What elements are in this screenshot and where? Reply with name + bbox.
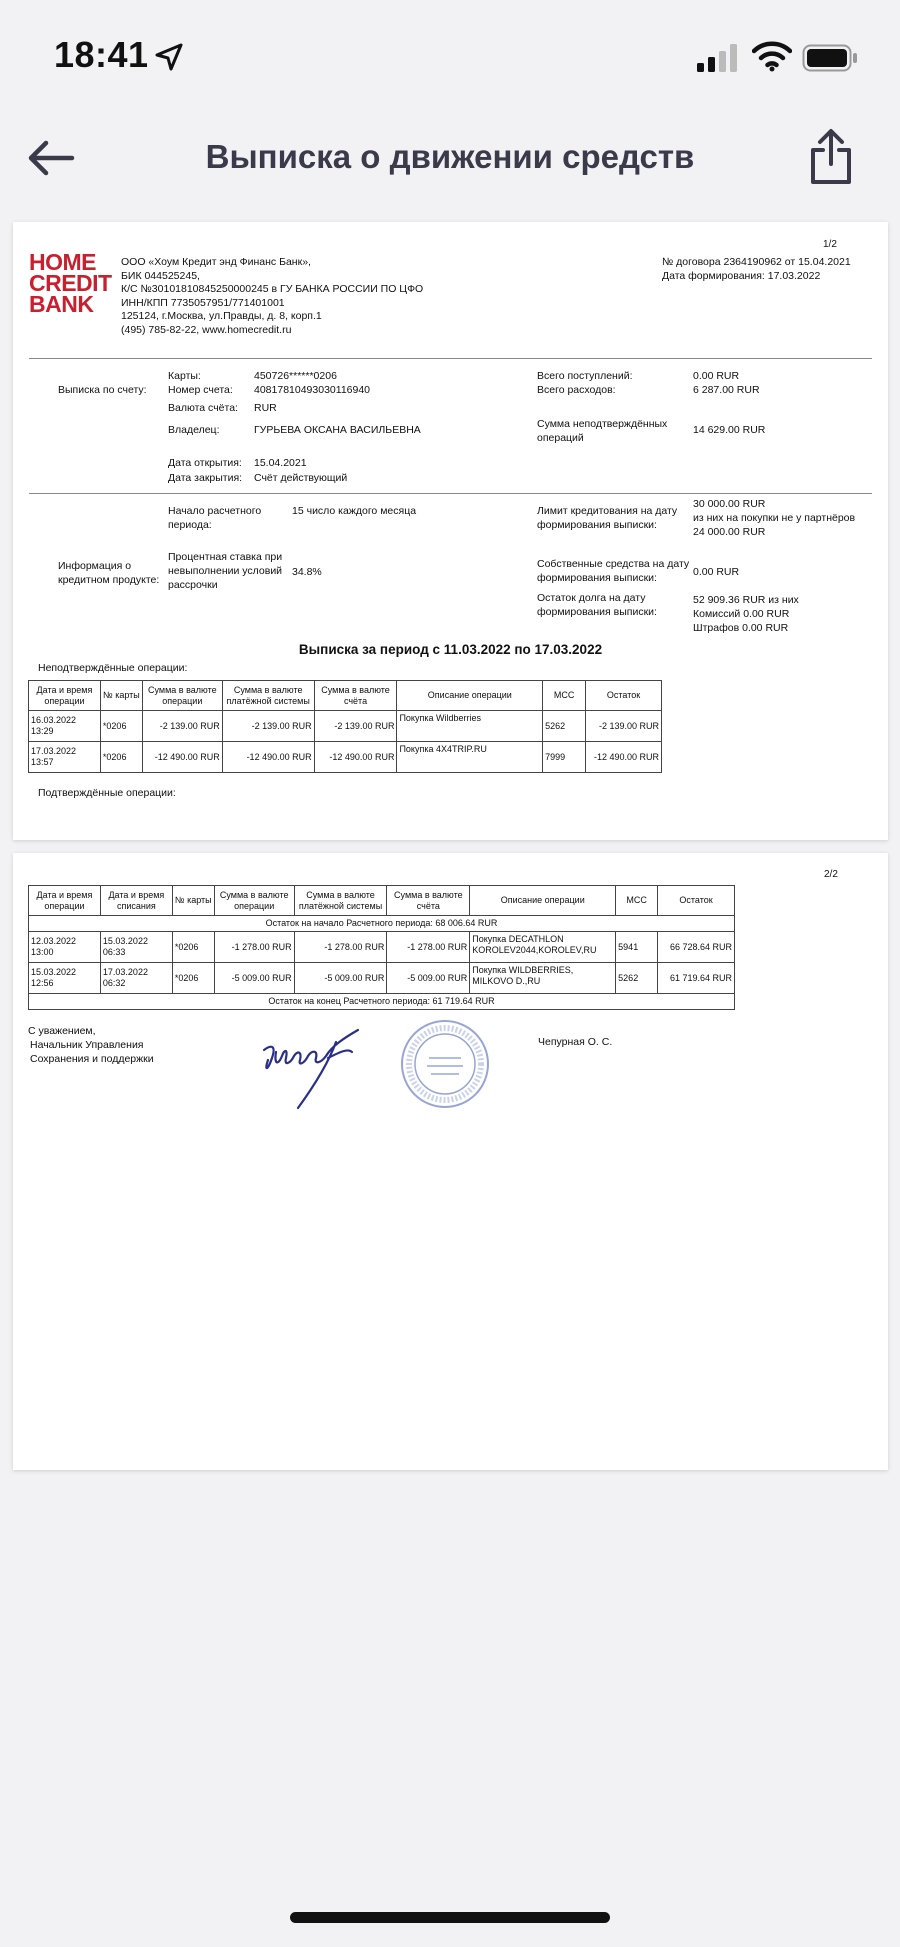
cards-value: 450726******0206 [254,370,337,382]
signatory-name: Чепурная О. С. [538,1036,613,1048]
account-number-value: 40817810493030116940 [254,384,371,396]
battery-icon [802,44,858,72]
owner-label: Владелец: [168,424,220,436]
table-header: Остаток [586,681,662,711]
table-header: Сумма в валюте платёжной системы [222,681,314,711]
home-indicator[interactable] [290,1912,610,1923]
rate-label-2: невыполнении условий [168,565,283,577]
own-funds-label: Собственные средства на дату [537,558,690,570]
home-credit-logo: HOME CREDIT BANK [29,249,112,317]
table-header: № карты [100,681,142,711]
own-funds-value: 0.00 RUR [693,566,740,578]
statement-page-1[interactable]: 1/2 HOME CREDIT BANK ООО «Хоум Кредит энд Финанс Банк», БИК 044525245, К/С №30101810845250000245 в ГУ БАНКА РОССИИ ПО ЦФО ИНН/КПП 7735057951/771401001 125124, г.Москва, ул.Правды, д. 8, корп.1 (495) 785-82-22, www.homecredit.ru № договора 2364190962 от 15.04.2021 Дата формирования: 17.03.2022 Выписка по счету: Карты: 450726******0206 Номер счета: 40817810493030116940 Валюта счёта: RUR Владелец: ГУРЬЕВА ОКСАНА ВАСИЛЬЕВНА Дата открытия: 15.04.2021 Дата закрытия: Счёт действующий Всего поступлений: 0.00 RUR Всего расходов: 6 287.00 RUR Сумма неподтверждённых операций 14 629.00 RUR Информация о кредитном продукте: Начало расчетного периода: 15 число каждого месяца Процентная ставка при невыполнении условий рассрочки 34.8% Лимит кредитования на дату формирования выписки: 30 000.00 RUR из них на покупки не у партнёров 24 000.00 RUR Собственные средства на дату формирования выписки: 0.00 RUR Остаток долга на дату формирования выписки: 52 909.36 RUR из них Комиссий 0.00 RUR Штрафов 0.00 RUR Выписка за период с 11.03.2022 по 17.03.2022 Неподтверждённые операции: Дата и время операции № карты Сумма в валюте операции Сумма в валюте платёжной системы Сумма в валюте счёта Описание операции MCC Остаток 16.03.2022 13:29 *0206 -2 139.00 RUR -2 139.00 RUR -2 139.00 RUR Покупка Wildberries 5262 -2 139.00 RUR 17.03.2022 13:57 *0206 -12 490.00 RUR -12 490.00 RUR -12 490.00 RUR Покупка 4X4TRIP.RU 7999 -12 490.00 RUR Подтверждённые операции: [13,222,888,840]
status-time: 18:41 [54,34,149,75]
formation-date: Дата формирования: 17.03.2022 [662,269,821,282]
table-header: Дата и время списания [100,886,172,916]
currency-value: RUR [254,402,277,414]
limit-label: Лимит кредитования на дату [537,505,678,517]
limit-label-2: формирования выписки: [537,519,657,531]
debt-penalties: Штрафов 0.00 RUR [693,622,789,634]
table-row: 15.03.2022 12:56 17.03.2022 06:32 *0206 -5 009.00 RUR -5 009.00 RUR -5 009.00 RUR Покупка WILDBERRIES, MILKOVO D.,RU 5262 61 719.64 RUR [29,963,735,994]
cellular-signal-icon [697,44,739,72]
credit-section-label: Информация о [58,560,132,572]
table-header: Сумма в валюте счёта [314,681,397,711]
period-label: Начало расчетного [168,505,262,517]
table-row: 17.03.2022 13:57 *0206 -12 490.00 RUR -12 490.00 RUR -12 490.00 RUR Покупка 4X4TRIP.RU 7999 -12 490.00 RUR [29,742,662,773]
confirmed-operations-table [28,885,735,1010]
divider [29,493,872,494]
contract-number: № договора 2364190962 от 15.04.2021 [662,256,851,268]
opened-label: Дата открытия: [168,457,242,469]
table-row: 12.03.2022 13:00 15.03.2022 06:33 *0206 -1 278.00 RUR -1 278.00 RUR -1 278.00 RUR Покупка DECATHLON KOROLEV2044,KOROLEV,RU 5941 66 728.64 RUR [29,932,735,963]
income-value: 0.00 RUR [693,370,740,382]
table-header: Дата и время операции [29,886,101,916]
opening-balance-row: Остаток на начало Расчетного периода: 68 006.64 RUR [29,916,735,932]
period-label-2: периода: [168,519,212,531]
expense-value: 6 287.00 RUR [693,384,760,396]
account-section-label: Выписка по счету: [58,384,147,396]
table-header: № карты [172,886,214,916]
page-number: 2/2 [824,869,838,880]
unconfirmed-sum-label: Сумма неподтверждённых [537,418,668,430]
opened-value: 15.04.2021 [254,457,307,469]
divider [29,358,872,359]
table-header: Остаток [658,886,735,916]
signature-line-1: С уважением, [28,1025,96,1037]
handwritten-signature [258,1028,378,1113]
table-header: Дата и время операции [29,681,101,711]
table-row: 16.03.2022 13:29 *0206 -2 139.00 RUR -2 139.00 RUR -2 139.00 RUR Покупка Wildberries 5262 -2 139.00 RUR [29,711,662,742]
debt-label-2: формирования выписки: [537,606,657,618]
table-header: Сумма в валюте счёта [387,886,470,916]
limit-value: 30 000.00 RUR [693,498,766,510]
statement-page-2[interactable] [13,853,888,1470]
rate-label-3: рассрочки [168,579,218,591]
confirmed-title: Подтверждённые операции: [38,787,176,799]
unconfirmed-title: Неподтверждённые операции: [38,662,188,674]
account-number-label: Номер счета: [168,384,233,396]
location-arrow-icon [154,42,184,72]
table-header: MCC [616,886,658,916]
limit-value-3: 24 000.00 RUR [693,526,766,538]
table-header: Сумма в валюте операции [214,886,294,916]
closing-balance-row: Остаток на конец Расчетного периода: 61 719.64 RUR [29,994,735,1010]
bank-seal-stamp [399,1018,491,1110]
unconfirmed-sum-label-2: операций [537,432,584,444]
table-header: Описание операции [397,681,543,711]
debt-value: 52 909.36 RUR из них [693,594,799,606]
debt-label: Остаток долга на дату [537,592,646,604]
share-icon[interactable] [808,128,854,186]
period-value: 15 число каждого месяца [292,505,417,517]
expense-label: Всего расходов: [537,384,616,396]
table-header: Описание операции [470,886,616,916]
owner-value: ГУРЬЕВА ОКСАНА ВАСИЛЬЕВНА [254,424,421,436]
currency-label: Валюта счёта: [168,402,238,414]
closed-value: Счёт действующий [254,472,348,484]
closed-label: Дата закрытия: [168,472,243,484]
limit-value-2: из них на покупки не у партнёров [693,512,856,524]
rate-value: 34.8% [292,566,322,578]
page-title: Выписка о движении средств [205,138,695,175]
table-header: MCC [543,681,586,711]
own-funds-label-2: формирования выписки: [537,572,657,584]
rate-label: Процентная ставка при [168,551,283,563]
status-bar [0,0,900,110]
table-header: Сумма в валюте платёжной системы [294,886,387,916]
page-number: 1/2 [823,239,837,250]
cards-label: Карты: [168,370,201,382]
debt-commission: Комиссий 0.00 RUR [693,608,790,620]
income-label: Всего поступлений: [537,370,633,382]
signature-line-3: Сохранения и поддержки [30,1053,154,1065]
signature-line-2: Начальник Управления [30,1039,144,1051]
unconfirmed-sum-value: 14 629.00 RUR [693,424,766,436]
table-header: Сумма в валюте операции [142,681,222,711]
wifi-icon [752,40,792,72]
unconfirmed-operations-table [28,680,662,773]
credit-section-label-2: кредитном продукте: [58,574,160,586]
period-title: Выписка за период с 11.03.2022 по 17.03.2022 [298,642,603,657]
